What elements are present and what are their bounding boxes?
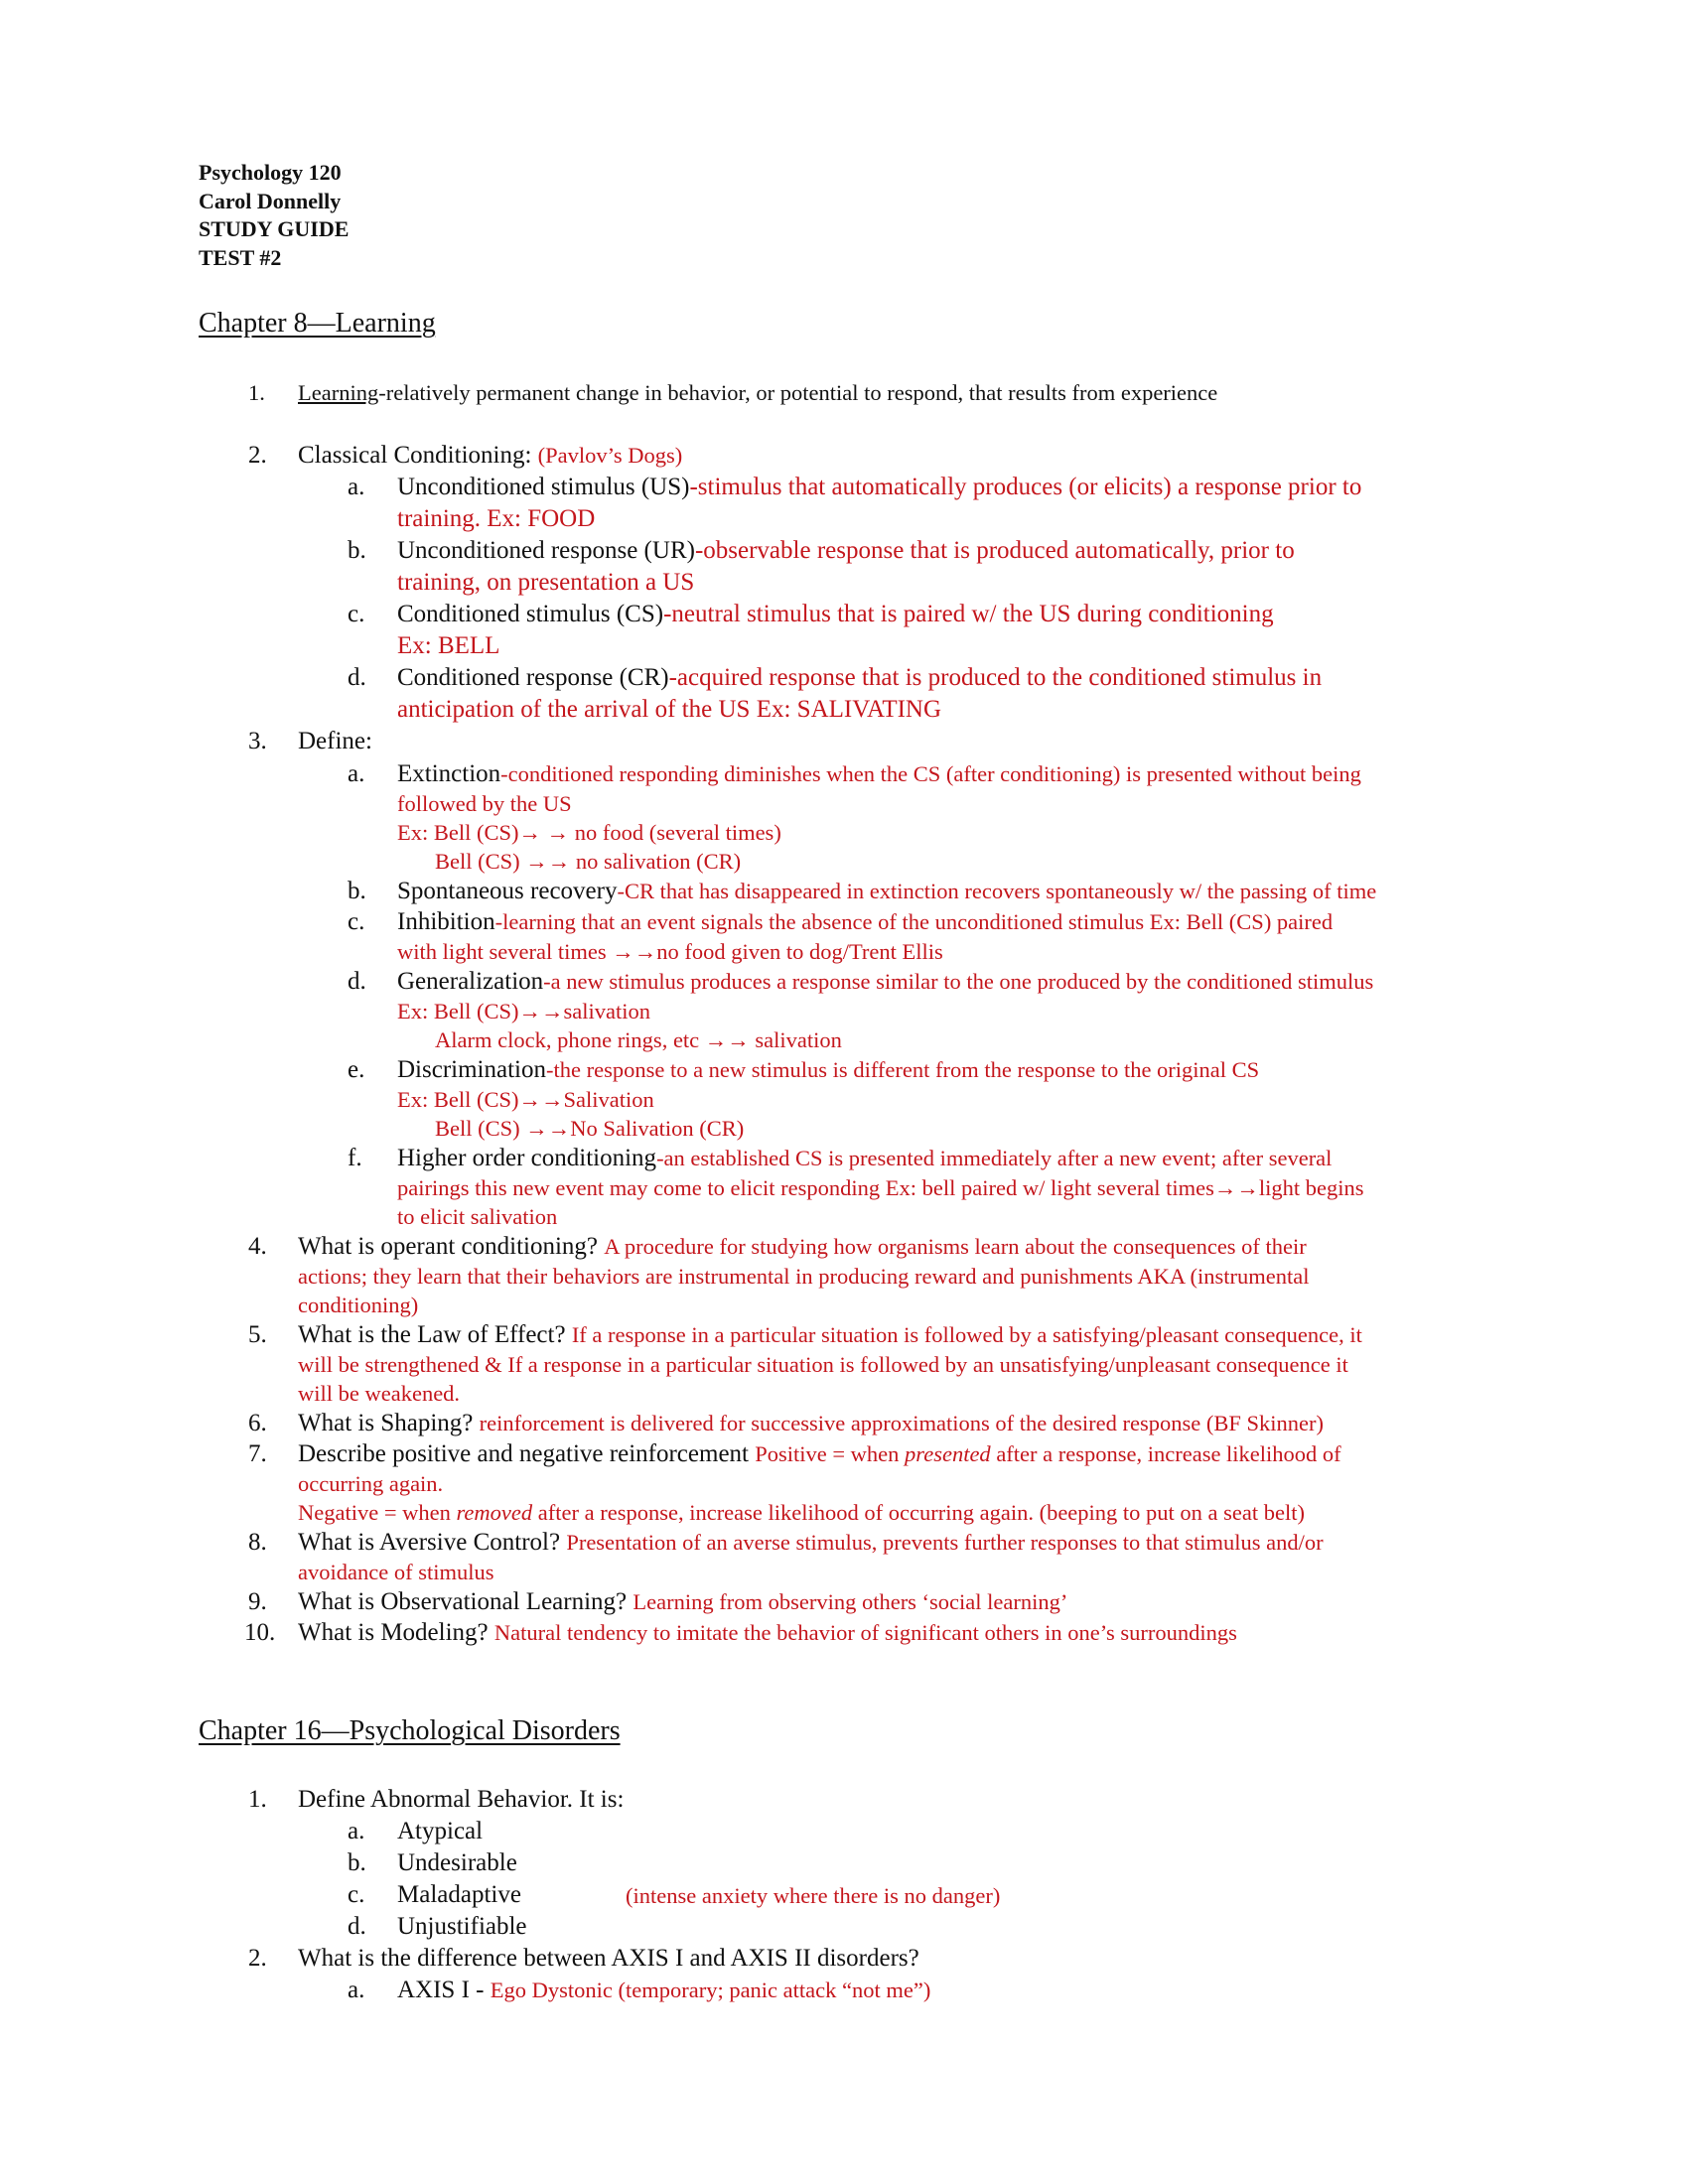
chapter-16-heading: Chapter 16—Psychological Disorders — [199, 1715, 621, 1746]
test-number: TEST #2 — [199, 245, 282, 271]
answer: If a response in a particular situation is followed by a satisfying/pleasant consequence, it — [571, 1322, 1362, 1347]
definition: -relatively permanent change in behavior, or potential to respond, that results from experience — [378, 380, 1218, 405]
answer: -acquired response that is produced to the conditioned stimulus in — [668, 664, 1323, 691]
document-type: STUDY GUIDE — [199, 216, 350, 242]
answer: -the response to a new stimulus is different from the response to the original CS — [545, 1057, 1260, 1082]
instructor-name: Carol Donnelly — [199, 188, 342, 213]
question: What is Shaping? — [298, 1410, 480, 1436]
term: Generalization — [397, 968, 544, 995]
chapter-8-heading: Chapter 8—Learning — [199, 308, 436, 339]
term: Inhibition — [397, 908, 495, 935]
question: What is the difference between AXIS I and AXIS II disorders? — [298, 1945, 919, 1972]
question: What is operant conditioning? — [298, 1233, 605, 1260]
term: Conditioned response (CR) — [397, 664, 669, 691]
term: Conditioned stimulus (CS) — [397, 601, 664, 627]
answer: -neutral stimulus that is paired w/ the US during conditioning — [663, 601, 1274, 627]
answer: -observable response that is produced automatically, prior to — [694, 537, 1295, 564]
term: Unconditioned response (UR) — [397, 537, 695, 564]
answer: -conditioned responding diminishes when the CS (after conditioning) is presented without being — [500, 761, 1361, 786]
answer: Natural tendency to imitate the behavior of significant others in one’s surroundings — [493, 1620, 1237, 1645]
term: Learning — [298, 380, 379, 405]
document-header — [199, 159, 349, 273]
term: Higher order conditioning — [397, 1145, 657, 1171]
answer: -stimulus that automatically produces (or elicits) a response prior to — [689, 474, 1362, 500]
term: Extinction — [397, 760, 501, 787]
question: Define: — [298, 728, 372, 754]
study-guide-page: Psychology 120 Carol Donnelly STUDY GUIDE TEST #2 Chapter 8—Learning 1. Learning-relatively permanent change in behavior, or potential to respond, that results from experience 2. Classical Conditioning: (Pavlov’s Dogs) a. Unconditioned stimulus (US)-stimulus that automatically produces (or elicits) a response prior to training. Ex: FOOD b. Unconditioned response (UR)-observable response that is produced automatically, prior to training, on presentation a US c. Conditioned stimulus (CS)-neutral stimulus that is paired w/ the US during conditioning Ex: BELL d. Conditioned response (CR)-acquired response that is produced to the conditioned stimulus in anticipation of the arrival of the US Ex: SALIVATING 3. Define: a. Extinction-conditioned responding diminishes when the CS (after conditioning) is presented without being followed by the US Ex: Bell (CS)→ → no food (several times) Bell (CS) →→ no salivation (CR) b. Spontaneous recovery-CR that has disappeared in extinction recovers spontaneously w/ the passing of time c. Inhibition-learning that an event signals the absence of the unconditioned stimulus Ex: Bell (CS) paired with light several times →→no food given to dog/Trent Ellis d. Generalization-a new stimulus produces a response similar to the one produced by the conditioned stimulus Ex: Bell (CS)→→salivation Alarm clock, phone rings, etc →→ salivation e. Discrimination-the response to a new stimulus is different from the response to the original CS Ex: Bell (CS)→→Salivation Bell (CS) →→No Salivation (CR) f. Higher order conditioning-an established CS is presented immediately after a new event; after several pairings this new event may come to elicit responding Ex: bell paired w/ light several times→→light begins to elicit salivation 4. What is operant conditioning? A procedure for studying how organisms learn about the consequences of their actions; they learn that their behaviors are instrumental in producing reward and punishments AKA (instrumental conditioning) 5. What is the Law of Effect? If a response in a particular situation is followed by a satisfying/pleasant consequence, it will be strengthened & If a response in a particular situation is followed by an unsatisfying/unpleasant consequence it will be weakened. 6. What is Shaping? reinforcement is delivered for successive approximations of the desired response (BF Skinner) 7. Describe positive and negative reinforcement Positive = when presented after a response, increase likelihood of occurring again. Negative = when removed after a response, increase likelihood of occurring again. (beeping to put on a seat belt) 8. What is Aversive Control? Presentation of an averse stimulus, prevents further responses to that stimulus and/or avoidance of stimulus 9. What is Observational Learning? Learning from observing others ‘social learning’ 10. What is Modeling? Natural tendency to imitate the behavior of significant others in one’s surroundings Chapter 16—Psychological Disorders 1. Define Abnormal Behavior. It is: a. Atypical b. Undesirable c. Maladaptive (intense anxiety where there is no danger) d. Unjustifiable 2. What is the difference between AXIS I and AXIS II disorders? a. AXIS I - Ego Dystonic (temporary; panic attack “not me”) — [199, 160, 1377, 2003]
answer: reinforcement is delivered for successive approximations of the desired response (BF Skinner) — [479, 1411, 1324, 1435]
question: Classical Conditioning: — [298, 442, 538, 469]
answer: (Pavlov’s Dogs) — [537, 443, 683, 468]
answer: -CR that has disappeared in extinction recovers spontaneously w/ the passing of time — [617, 879, 1377, 903]
answer: Positive = when presented after a response, increase likelihood of — [755, 1441, 1341, 1466]
answer: -learning that an event signals the absence of the unconditioned stimulus Ex: Bell (CS) paired — [494, 909, 1334, 934]
course-name: Psychology 120 — [199, 160, 342, 185]
question: What is Observational Learning? — [298, 1588, 633, 1615]
question: Define Abnormal Behavior. It is: — [298, 1786, 625, 1813]
term: Spontaneous recovery — [397, 878, 618, 904]
question: What is Modeling? — [298, 1619, 494, 1646]
term: AXIS I - — [397, 1977, 491, 2003]
question: Describe positive and negative reinforcement — [298, 1440, 756, 1467]
term: Discrimination — [397, 1056, 546, 1083]
answer: A procedure for studying how organisms learn about the consequences of their — [604, 1234, 1307, 1259]
answer: -an established CS is presented immediately after a new event; after several — [656, 1146, 1333, 1170]
answer: Presentation of an averse stimulus, prevents further responses to that stimulus and/or — [566, 1530, 1324, 1555]
term: Unconditioned stimulus (US) — [397, 474, 690, 500]
answer: Learning from observing others ‘social learning’ — [633, 1589, 1068, 1614]
answer: -a new stimulus produces a response similar to the one produced by the conditioned stimulus — [543, 969, 1374, 994]
note: (intense anxiety where there is no danger) — [626, 1883, 1001, 1908]
question: What is the Law of Effect? — [298, 1321, 572, 1348]
answer: Ego Dystonic (temporary; panic attack “not me”) — [490, 1978, 931, 2002]
question: What is Aversive Control? — [298, 1529, 567, 1556]
